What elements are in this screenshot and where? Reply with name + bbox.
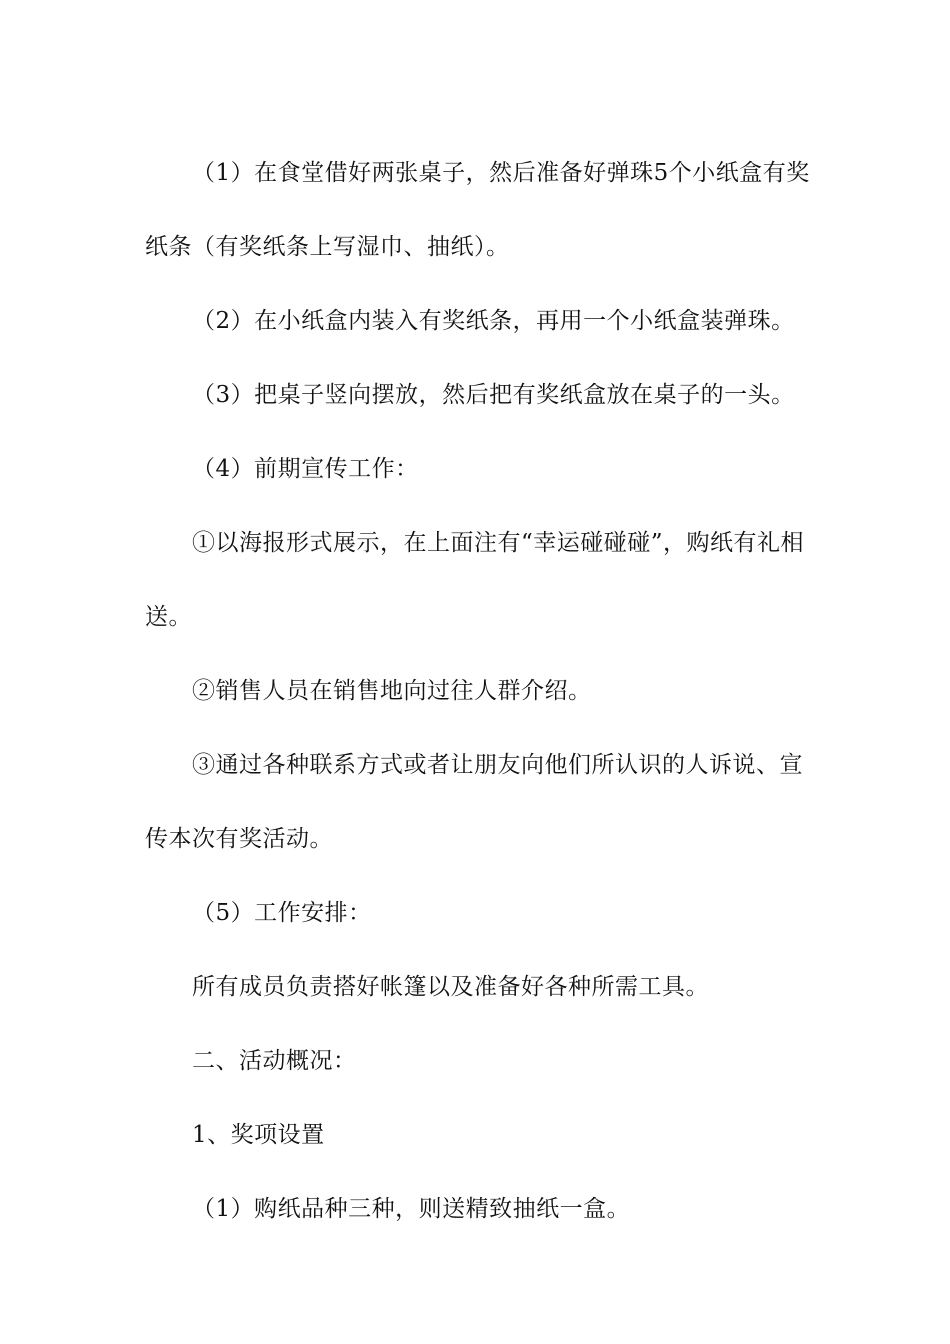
paragraph-promo-poster: ①以海报形式展示，在上面注有“幸运碰碰碰”，购纸有礼相送。 [145, 530, 805, 630]
paragraph-prep-tables: （1）在食堂借好两张桌子，然后准备好弹珠5个小纸盒有奖纸条（有奖纸条上写湿巾、抽纸）。 [145, 160, 810, 260]
paragraph-work-heading: （5）工作安排： [192, 900, 372, 926]
section-heading-overview: 二、活动概况： [192, 1048, 357, 1074]
document-body [145, 136, 810, 1246]
paragraph-work-members: 所有成员负责搭好帐篷以及准备好各种所需工具。 [192, 974, 709, 1000]
paragraph-prize-1: （1）购纸品种三种，则送精致抽纸一盒。 [192, 1196, 631, 1222]
paragraph-prep-boxes: （2）在小纸盒内装入有奖纸条，再用一个小纸盒装弹珠。 [192, 308, 795, 334]
paragraph-promo-heading: （4）前期宣传工作： [192, 456, 419, 482]
subsection-heading-prizes: 1、奖项设置 [192, 1122, 325, 1148]
paragraph-promo-contacts: ③通过各种联系方式或者让朋友向他们所认识的人诉说、宣传本次有奖活动。 [145, 752, 803, 852]
paragraph-table-layout: （3）把桌子竖向摆放，然后把有奖纸盒放在桌子的一头。 [192, 382, 795, 408]
paragraph-promo-sales: ②销售人员在销售地向过往人群介绍。 [192, 678, 592, 704]
